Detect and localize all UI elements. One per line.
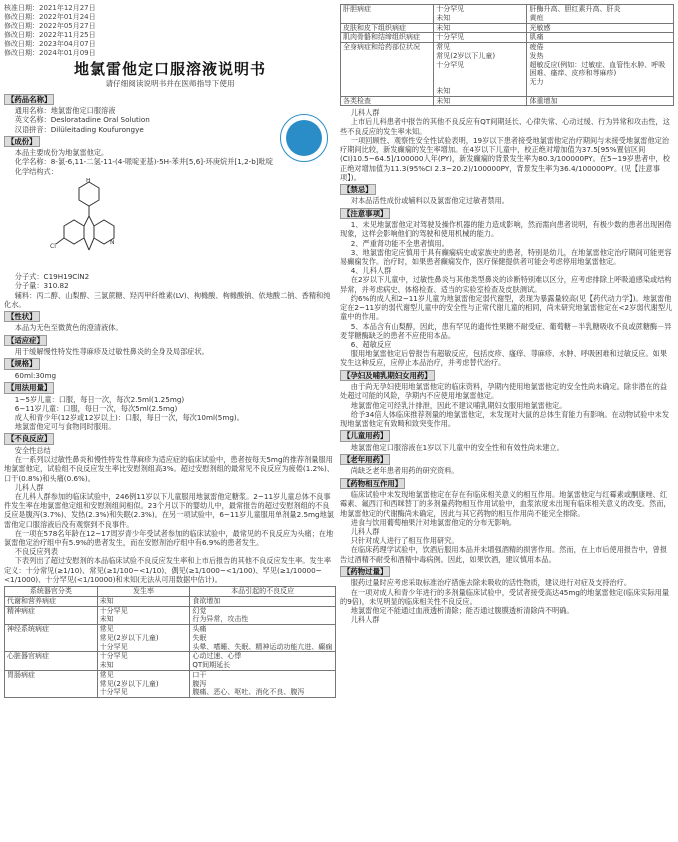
revision-dates (4, 4, 336, 58)
paragraph: 服药过量时应考虑采取标准治疗措施去除未吸收的活性物质，建议进行对症及支持治疗。 (350, 578, 632, 588)
paragraph: 地氯雷他定口服溶液在1岁以下儿童中的安全性和有效性尚未建立。 (350, 442, 564, 452)
table-cell: 疲倦 发热 超敏反应(例如：过敏症、血管性水肿、呼吸困难、瘙痒、皮疹和荨麻疹) 无力 (527, 43, 674, 97)
ae-subhead: 不良反应列表 (14, 547, 58, 557)
molecular-weight: 分子量：310.82 (14, 281, 69, 291)
ae-paragraph: 在一项在578名年龄在12~17周岁青少年受试者参加的临床试验中，最常见的不良反应为头痛；在地氯雷他定治疗组中有5.9%的患者发生，而在安慰剂治疗组中有6.9%的患者发生。 (4, 528, 334, 548)
table-cell: 胃肠病症 (5, 670, 98, 697)
table-cell: 代谢和营养病症 (5, 596, 98, 606)
paragraph: 儿科人群 (350, 615, 380, 625)
paragraph: 一项回顾性、观察性安全性试验表明，19岁以下患者接受地氯雷他定治疗期间与未接受地氯雷他定治疗期间比较，新发癫痫的发生率增加。在4岁以下儿童中，校正绝对增加值为37.5[95%置信区间(CI)10.5~64.5]/100000人年(PY)，新发癫痫的背景发生率为80.3/100000PY。在5~19岁患者中，校正绝对增加值为11.3(95%CI 2.3~20.2)/100000PY，背景发生率为36.4/100000PY。(见【注意事项】)。 (340, 135, 670, 182)
paragraph: 3、地氯雷他定应慎用于具有癫痫病史或家族史的患者，特别是幼儿，在地氯雷他定治疗期间可能更容易癫痫发作。治疗时，如果患者癫痫发作，医疗保健提供者可能会考虑停用地氯雷他定。 (340, 247, 672, 267)
paragraph: 只针对成人进行了相互作用研究。 (350, 536, 459, 546)
revision-line: 修改日期：2023年04月07日 (4, 39, 96, 48)
table-header: 本品引起的不良反应 (190, 587, 336, 597)
paragraph: 进食与饮用葡萄柚果汁对地氯雷他定的分布无影响。 (350, 517, 517, 527)
table-cell: 心动过速、心悸 QT间期延长 (190, 652, 336, 671)
table-header: 系统器官分类 (5, 587, 98, 597)
usage-line: 1~5岁儿童：口服，每日一次，每次2.5ml(1.25mg) (14, 394, 185, 404)
table-cell: 各类检查 (341, 96, 434, 106)
section-header-contraindications: 【禁忌】 (340, 184, 376, 195)
table-row (341, 33, 674, 43)
table-row (5, 652, 336, 671)
structure-label: 化学结构式： (14, 166, 58, 176)
table-cell: 头痛 失眠 头晕、嗜睡、失眠、精神运动功能亢进、癫痫 (190, 625, 336, 652)
section-header-interactions: 【药物相互作用】 (340, 478, 405, 489)
right-column (340, 4, 674, 624)
table-row (341, 96, 674, 106)
document-title: 地氯雷他定口服溶液说明书 (73, 59, 266, 78)
excipients: 辅料：丙二醇、山梨醇、三氯蔗糖、羟丙甲纤维素(LV)、枸橼酸、枸橼酸钠、依地酸二钠、香精和纯化水。 (4, 290, 331, 309)
paragraph: 约6%的成人和2~11岁儿童为地氯雷他定弱代谢型，表现为暴露量较高(见【药代动力学】)。地氯雷他定在2~11岁的弱代谢型儿童中的安全性与正常代谢儿童的相同，尚未研究地氯雷他定在<2岁弱代谢型儿童中的作用。 (340, 293, 673, 322)
paragraph: 在一项对成人和青少年进行的多剂量临床试验中，受试者接受高达45mg的地氯雷他定(临床实际用量的9倍)，未见明显的临床相关性不良反应。 (340, 587, 670, 606)
table-cell: 常见 常见(2岁以下儿童) 十分罕见 未知 (434, 43, 527, 97)
paragraph: 对本品活性成份或辅料以及氯雷他定过敏者禁用。 (350, 196, 509, 206)
table-row (5, 670, 336, 697)
document-subtitle: 请仔细阅读说明书并在医师指导下使用 (105, 78, 235, 88)
chemical-name: 化学名称：8-氯-6,11-二氢-11-(4-哌啶亚基)-5H-苯并[5,6]-环庚烷并[1,2-b]吡啶 (14, 157, 274, 167)
section-header-adverse: 【不良反应】 (4, 433, 54, 444)
table-cell: 幻觉 行为异常，攻击性 (190, 606, 336, 625)
revision-line: 修改日期：2022年11月25日 (4, 30, 96, 39)
common-name: 通用名称：地氯雷他定口服溶液 (14, 106, 116, 116)
table-cell: 体重增加 (527, 96, 674, 106)
paragraph: 地氯雷他定可经乳汁排泄，因此不建议哺乳期妇女服用地氯雷他定。 (350, 400, 567, 410)
table-cell: 十分罕见 (434, 33, 527, 43)
table-cell: 十分罕见 未知 (434, 5, 527, 24)
otc-seal-logo (280, 114, 328, 162)
ae-paragraph: 在一系列以过敏性鼻炎和慢性特发性荨麻疹为适应症的临床试验中，患者按每天5mg的推荐剂量服用地氯雷他定，试验组不良反应发生率比安慰剂组高3%。超过安慰剂组的最常见不良反应为疲倦(1.2%)、口干(0.8%)和头痛(0.6%)。 (4, 455, 334, 483)
composition-main: 本品主要成份为地氯雷他定。 (14, 148, 109, 158)
table-cell: 皮肤和皮下组织病症 (341, 23, 434, 33)
english-name: 英文名称：Desloratadine Oral Solution (14, 115, 150, 125)
svg-text:N: N (110, 238, 115, 246)
paragraph: 2、严重肾功能不全患者慎用。 (350, 238, 449, 248)
revision-line: 修改日期：2022年01月24日 (4, 12, 96, 21)
paragraph: 给予34倍人体临床推荐剂量的地氯雷他定，未发现对大鼠的总体生育能力有影响。在动物试验中未发现地氯雷他定有致畸和致突变作用。 (340, 409, 670, 428)
usage-line: 成人和青少年(12岁或12岁以上)：口服，每日一次，每次10ml(5mg)。 (14, 412, 244, 422)
table-cell: 十分罕见 未知 (97, 606, 190, 625)
paragraph: 在2岁以下儿童中，过敏性鼻炎与其他类型鼻炎的诊断特别难以区分，应考虑排除上呼吸道感染或结构异常，并考虑病史、体格检查、适当的实验室检查及皮肤测试。 (340, 275, 672, 294)
revision-line: 修改日期：2024年01月09日 (4, 48, 96, 57)
table-row (5, 606, 336, 625)
left-column (4, 4, 336, 698)
section-header-indications: 【适应症】 (4, 335, 47, 346)
ae-subhead: 安全性总结 (14, 445, 51, 455)
section-header-name: 【药品名称】 (4, 94, 54, 105)
paragraph: 尚缺乏老年患者用药的研究资料。 (350, 466, 459, 476)
table-header: 发生率 (97, 587, 190, 597)
table-cell: 精神病症 (5, 606, 98, 625)
table-cell: 肝酶升高、胆红素升高、肝炎 黄疸 (527, 5, 674, 24)
revision-line: 修改日期：2022年05月27日 (4, 21, 96, 30)
adverse-reaction-table (4, 586, 336, 698)
section-header-composition: 【成份】 (4, 136, 40, 147)
table-cell: 神经系统病症 (5, 625, 98, 652)
table-cell: 食欲增加 (190, 596, 336, 606)
table-row (341, 23, 674, 33)
usage-line: 6~11岁儿童：口服，每日一次，每次5ml(2.5mg) (14, 403, 178, 413)
table-row (341, 43, 674, 97)
ae-paragraph: 在儿科人群参加的临床试验中，246例11岁以下儿童服用地氯雷他定糖浆。2~11岁儿童总体不良事件发生率在地氯雷他定组和安慰剂组间相似。23个月以下的婴幼儿中，最常报告的超过安慰剂组的不良反应是腹泻(3.7%)、发热(2.3%)和失眠(2.3%)。在另一项试验中，6~11岁儿童服用单剂量2.5mg地氯雷他定口服溶液后没有观察到不良事件。 (4, 491, 334, 529)
section-header-pediatric-use: 【儿童用药】 (340, 430, 390, 441)
adverse-reaction-table-continued (340, 4, 674, 106)
table-cell: 心脏器官病症 (5, 652, 98, 671)
table-cell: 口干 腹泻 腹痛、恶心、呕吐、消化不良、腹泻 (190, 670, 336, 697)
paragraph: 4、儿科人群 (350, 266, 392, 276)
section-header-spec: 【规格】 (4, 358, 40, 369)
table-cell: 常见 常见(2岁以下儿童) 十分罕见 (97, 670, 190, 697)
section-header-usage: 【用法用量】 (4, 382, 54, 393)
table-row (341, 5, 674, 24)
revision-line: 核准日期：2021年12月27日 (4, 4, 96, 12)
paragraph: 上市后儿科患者中报告的其他不良反应有QT间期延长、心律失常、心动过缓、行为异常和攻击性，这些不良反应的发生率未知。 (340, 117, 670, 136)
paragraph: 地氯雷他定不能通过血液透析清除；能否通过腹膜透析清除尚不明确。 (350, 605, 574, 615)
ae-paragraph: 下表列出了超过安慰剂的本品临床试验不良反应发生率和上市后报告的其他不良反应发生率。发生率定义：十分常见(≥1/10)、常见(≥1/100~<1/10)、偶见(≥1/1000~<1/100)、罕见(≥1/10000~<1/1000)、十分罕见(<1/10000)和未知(无法从可用数据中估计)。 (4, 556, 332, 584)
table-cell: 肌肉骨骼和结缔组织病症 (341, 33, 434, 43)
paragraph: 1、未见地氯雷他定对驾驶及操作机器的能力造成影响，然而需向患者说明，有极少数的患者出现困倦现象，这样会影响他们的驾驶和使用机械的能力。 (340, 220, 672, 239)
paragraph: 5、本品含有山梨醇，因此，患有罕见的遗传性果糖不耐受症、葡萄糖－半乳糖吸收不良或蔗糖酶－异麦芽糖酶缺乏的患者不应使用本品。 (340, 321, 672, 340)
table-cell: 十分罕见 未知 (97, 652, 190, 671)
properties-text: 本品为无色至微黄色的澄清液体。 (14, 323, 123, 333)
table-row (5, 625, 336, 652)
paragraph: 由于尚无孕妇使用地氯雷他定的临床资料，孕期内使用地氯雷他定的安全性尚未确定。除非潜在的益处超过可能的风险，孕期内不应使用地氯雷他定。 (340, 382, 668, 401)
section-header-pregnancy: 【孕妇及哺乳期妇女用药】 (340, 370, 435, 381)
spec-text: 60ml:30mg (14, 370, 57, 380)
section-header-geriatric-use: 【老年用药】 (340, 454, 390, 465)
table-cell: 未知 (97, 596, 190, 606)
table-cell: 常见 常见(2岁以下儿童) 十分罕见 (97, 625, 190, 652)
section-header-overdose: 【药物过量】 (340, 566, 390, 577)
svg-text:Cl: Cl (50, 242, 56, 250)
table-cell: 肌痛 (527, 33, 674, 43)
svg-text:H: H (86, 177, 91, 184)
table-cell: 肝胆病症 (341, 5, 434, 24)
section-header-precautions: 【注意事项】 (340, 208, 390, 219)
section-header-properties: 【性状】 (4, 311, 40, 322)
table-cell: 全身病症和给药部位状况 (341, 43, 434, 97)
chemical-structure-image (44, 178, 134, 268)
table-cell: 光敏感 (527, 23, 674, 33)
table-row (5, 596, 336, 606)
table-cell: 未知 (434, 23, 527, 33)
table-cell: 未知 (434, 96, 527, 106)
paragraph: 临床试验中未发现地氯雷他定在存在有临床相关意义的相互作用。地氯雷他定与红霉素或酮康唑、红霉素、氟西汀和西咪替丁的多剂量药物相互作用试验中，血浆浓度未出现有临床相关意义的改变。然而，地氯雷他定的代谢酶尚未确定，因此与其它药物的相互作用尚不能完全排除。 (340, 490, 671, 518)
indications-text: 用于缓解慢性特发性荨麻疹及过敏性鼻炎的全身及局部症状。 (14, 347, 209, 357)
pediatric-subhead: 儿科人群 (350, 108, 380, 118)
paragraph: 服用地氯雷他定后曾报告有超敏反应，包括皮疹、瘙痒、荨麻疹、水肿、呼吸困难和过敏反应。如果发生这种反应，应停止本品治疗，并考虑替代治疗。 (340, 349, 668, 368)
usage-line: 地氯雷他定可与食物同时服用。 (14, 422, 116, 432)
pinyin-name: 汉语拼音：Dilüleitading Koufurongye (14, 124, 144, 134)
molecular-formula: 分子式：C19H19ClN2 (14, 272, 90, 282)
paragraph: 儿科人群 (350, 526, 380, 536)
paragraph: 在临床药理学试验中，饮酒后服用本品并未增强酒精的损害作用。然而，在上市后使用报告中，曾报告过酒精不耐受和酒精中毒病例。因此，如果饮酒，建议慎用本品。 (340, 545, 668, 564)
ae-subhead: 儿科人群 (14, 482, 44, 492)
paragraph: 6、超敏反应 (350, 340, 392, 349)
